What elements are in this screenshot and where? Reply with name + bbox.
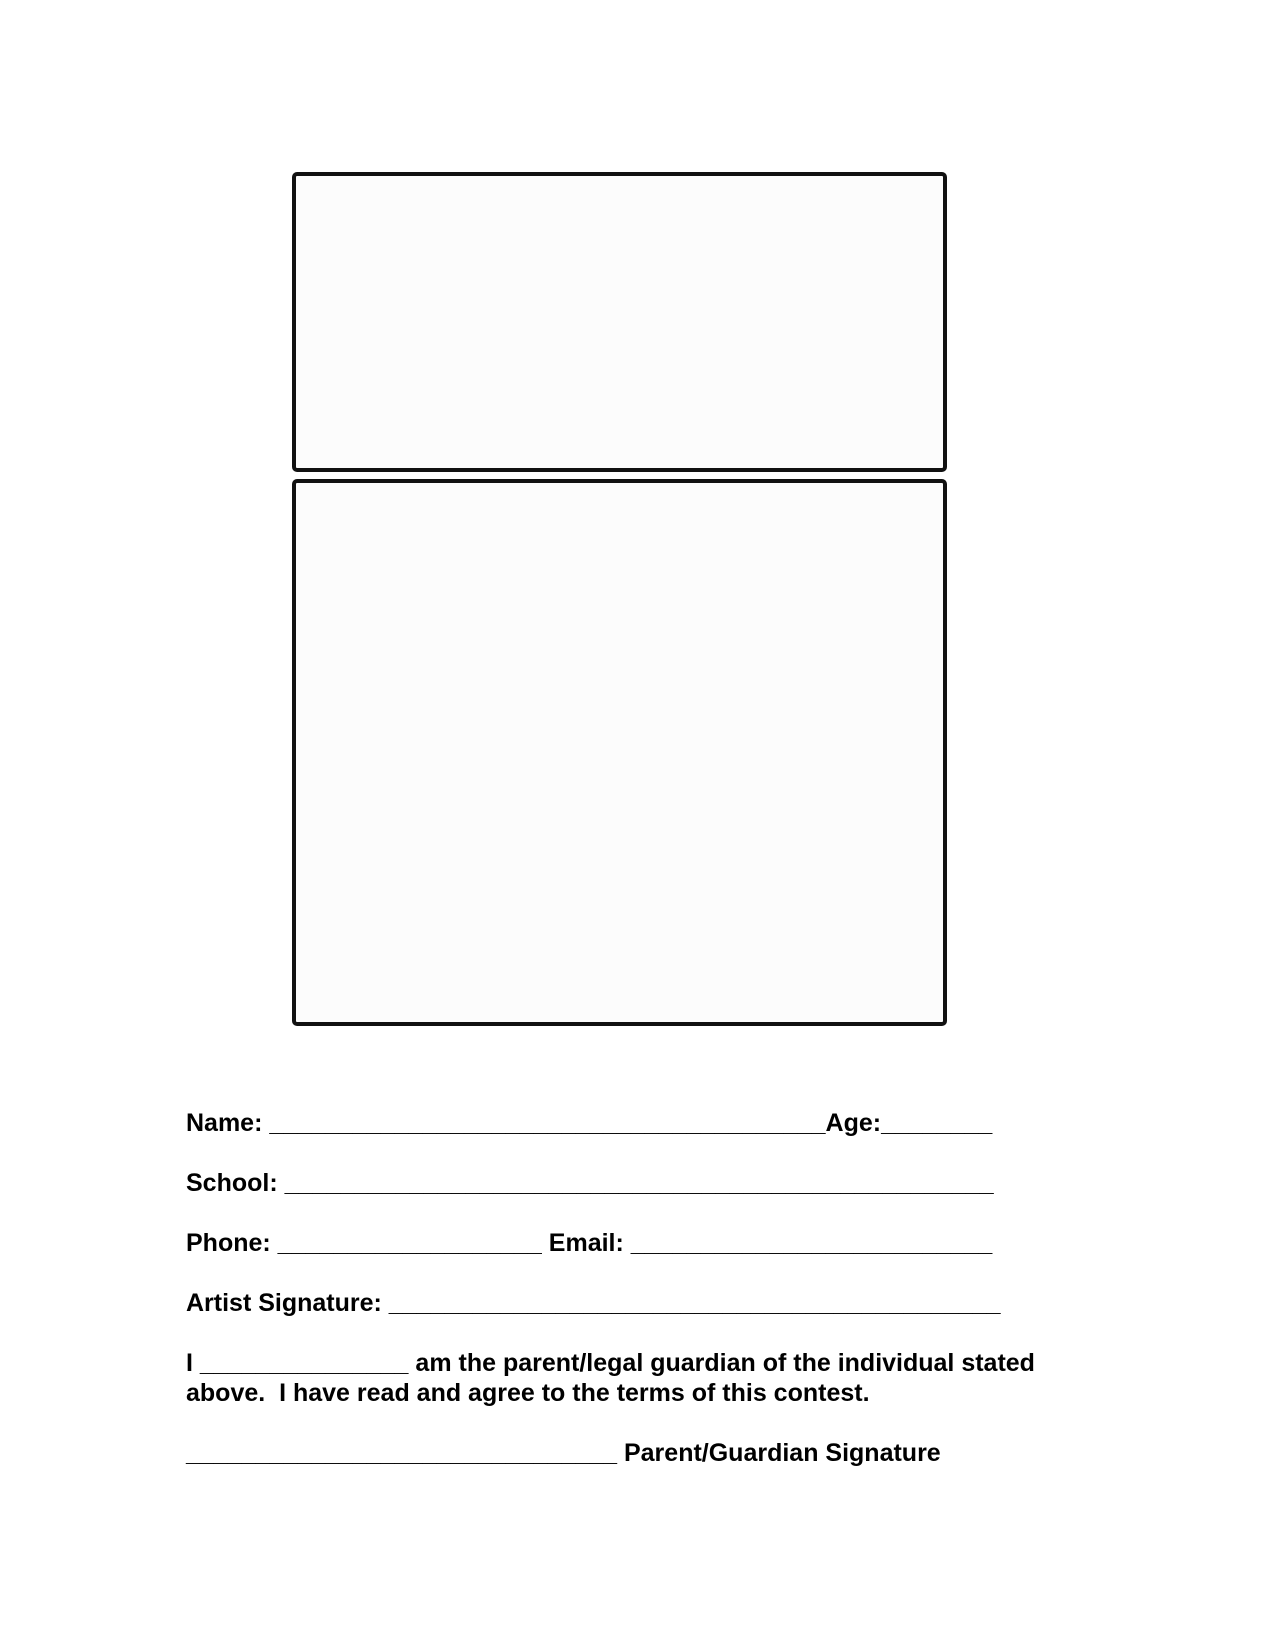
name-field[interactable]: ________________________________________ (262, 1109, 826, 1137)
school-field[interactable]: ___________________________________________________ (277, 1169, 994, 1197)
age-field[interactable]: ________ (881, 1109, 993, 1137)
phone-email-row (186, 1228, 992, 1258)
guardian-name-field[interactable]: _______________ (192, 1349, 409, 1377)
guardian-statement-text: am the parent/legal guardian of the individual stated (408, 1349, 1035, 1377)
name-row (186, 1108, 992, 1138)
parent-signature-field[interactable]: _______________________________ (186, 1439, 618, 1467)
artist-signature-field[interactable]: ____________________________________________ (381, 1289, 1001, 1317)
guardian-statement-line-2 (186, 1378, 870, 1408)
guardian-agreement-text: above. I have read and agree to the terms of this contest. (186, 1379, 870, 1407)
parent-signature-row (186, 1438, 941, 1468)
name-label: Name: (186, 1109, 263, 1137)
parent-signature-label: Parent/Guardian Signature (617, 1439, 941, 1467)
artwork-box-top (292, 172, 947, 472)
phone-field[interactable]: ___________________ (270, 1229, 542, 1257)
artist-signature-row (186, 1288, 1001, 1318)
age-label: Age: (825, 1109, 882, 1137)
artwork-box-bottom (292, 479, 947, 1026)
artist-signature-label: Artist Signature: (186, 1289, 382, 1317)
email-label: Email: (541, 1229, 624, 1257)
school-row (186, 1168, 994, 1198)
guardian-statement-line-1 (186, 1348, 1035, 1378)
guardian-prefix: I (186, 1349, 193, 1377)
phone-label: Phone: (186, 1229, 271, 1257)
email-field[interactable]: __________________________ (623, 1229, 993, 1257)
school-label: School: (186, 1169, 278, 1197)
